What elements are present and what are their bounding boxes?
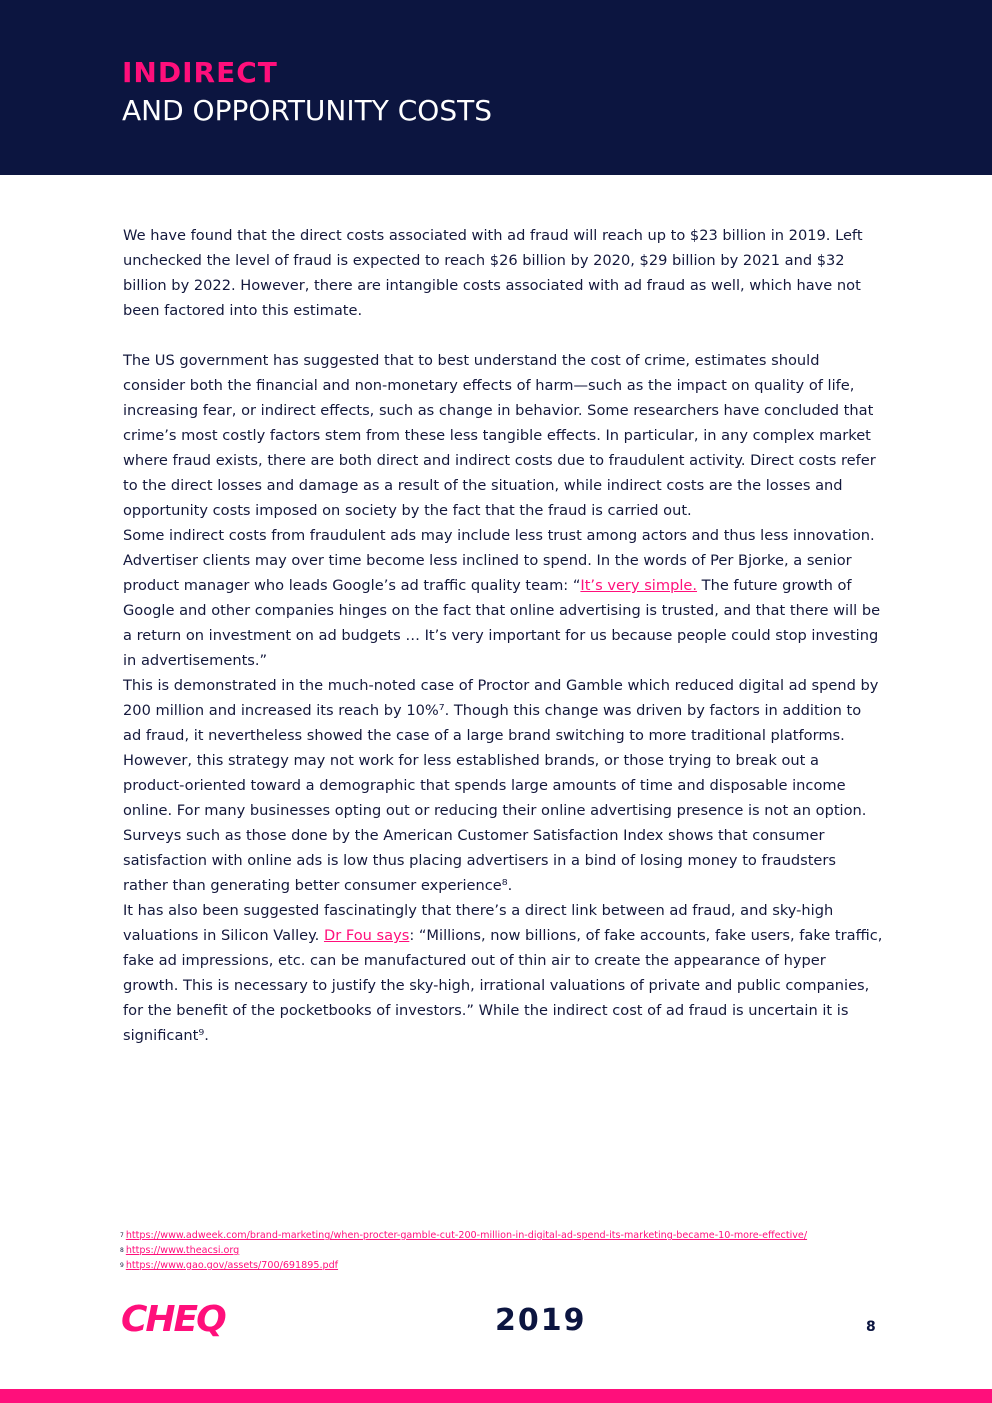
footnote-link-gao[interactable]: https://www.gao.gov/assets/700/691895.pdf [125,1260,339,1271]
dr-fou-says-link[interactable]: Dr Fou says [323,927,410,944]
section-title: AND OPPORTUNITY COSTS [122,94,492,127]
bottom-accent-bar [0,1389,992,1403]
body-text [123,223,883,1048]
paragraph-text: The future growth of Google and other companies hinges on the fact that online advertising is trusted, and that there will be a return on investment on ad budgets … It’s very important for us because people could stop investing in advertisements.” [123,577,881,669]
paragraph-surveys: Surveys such as those done by the American Customer Satisfaction Index shows that consumer satisfaction with online ads is low thus placing advertisers in a bind of losing money to fraudsters rather than generating better consumer experience⁸. [123,827,836,894]
paragraph-text: It has also been suggested fascinatingly that there’s a direct link between ad fraud, and sky-high valuations in Silicon Valley. [123,902,834,944]
footnote-link-theacsi[interactable]: https://www.theacsi.org [125,1245,240,1256]
footnotes [120,1228,940,1273]
paragraph-silicon-valley [123,898,883,1048]
paragraph-procter-gamble: This is demonstrated in the much-noted case of Proctor and Gamble which reduced digital ad spend by 200 million and increased its reach by 10%⁷. Though this change was driven by factors in addition to ad fraud, it nevertheless showed the case of a large brand switching to more traditional platforms. [123,677,879,744]
footnote-8 [120,1243,940,1258]
paragraph-indirect-costs [123,523,883,673]
paragraph-direct-costs: We have found that the direct costs associated with ad fraud will reach up to $23 billion in 2019. Left unchecked the level of fraud is expected to reach $26 billion by 2020, $29 billion by 2021 and $32 billion by 2022. However, there are intangible costs associated with ad fraud as well, which have not been factored into this estimate. [123,227,863,319]
footnote-7 [120,1228,940,1243]
footnote-number: 8 [120,1247,124,1254]
paragraph-strategy: However, this strategy may not work for less established brands, or those trying to break out a product-oriented toward a demographic that spends large amounts of time and disposable income online. For many businesses opting out or reducing their online advertising presence is not an option. [123,752,867,819]
footnote-number: 7 [120,1232,124,1239]
footnote-link-adweek[interactable]: https://www.adweek.com/brand-marketing/when-procter-gamble-cut-200-million-in-digital-ad-spend-its-marketing-became-10-more-effective/ [125,1230,808,1241]
paragraph-text: : “Millions, now billions, of fake accounts, fake users, fake traffic, fake ad impressions, etc. can be manufactured out of thin air to create the appearance of hyper growth. This is necessary to justify the sky-high, irrational valuations of private and public companies, for the benefit of the pocketbooks of investors.” While the indirect cost of ad fraud is uncertain it is significant⁹. [123,927,883,1044]
page-header [0,0,992,175]
its-very-simple-link[interactable]: It’s very simple. [580,577,698,594]
report-year: 2019 [495,1303,587,1338]
paragraph-text: Some indirect costs from fraudulent ads may include less trust among actors and thus less innovation. Advertiser clients may over time become less inclined to spend. In the words of Per Bjorke, a senior product manager who leads Google’s ad traffic quality team: “ [123,527,875,594]
cheq-logo-text: CHEQ [121,1299,225,1338]
paragraph-cost-of-crime: The US government has suggested that to best understand the cost of crime, estimates should consider both the financial and non-monetary effects of harm—such as the impact on quality of life, increasing fear, or indirect effects, such as change in behavior. Some researchers have concluded that crime’s most costly factors stem from these less tangible effects. In particular, in any complex market where fraud exists, there are both direct and indirect costs due to fraudulent activity. Direct costs refer to the direct losses and damage as a result of the situation, while indirect costs are the losses and opportunity costs imposed on society by the fact that the fraud is carried out. [123,352,876,519]
footnote-number: 9 [120,1262,124,1269]
cheq-logo [120,1298,246,1338]
footnote-9 [120,1258,940,1273]
section-title-accent: INDIRECT [122,56,278,89]
page-number: 8 [866,1319,876,1335]
